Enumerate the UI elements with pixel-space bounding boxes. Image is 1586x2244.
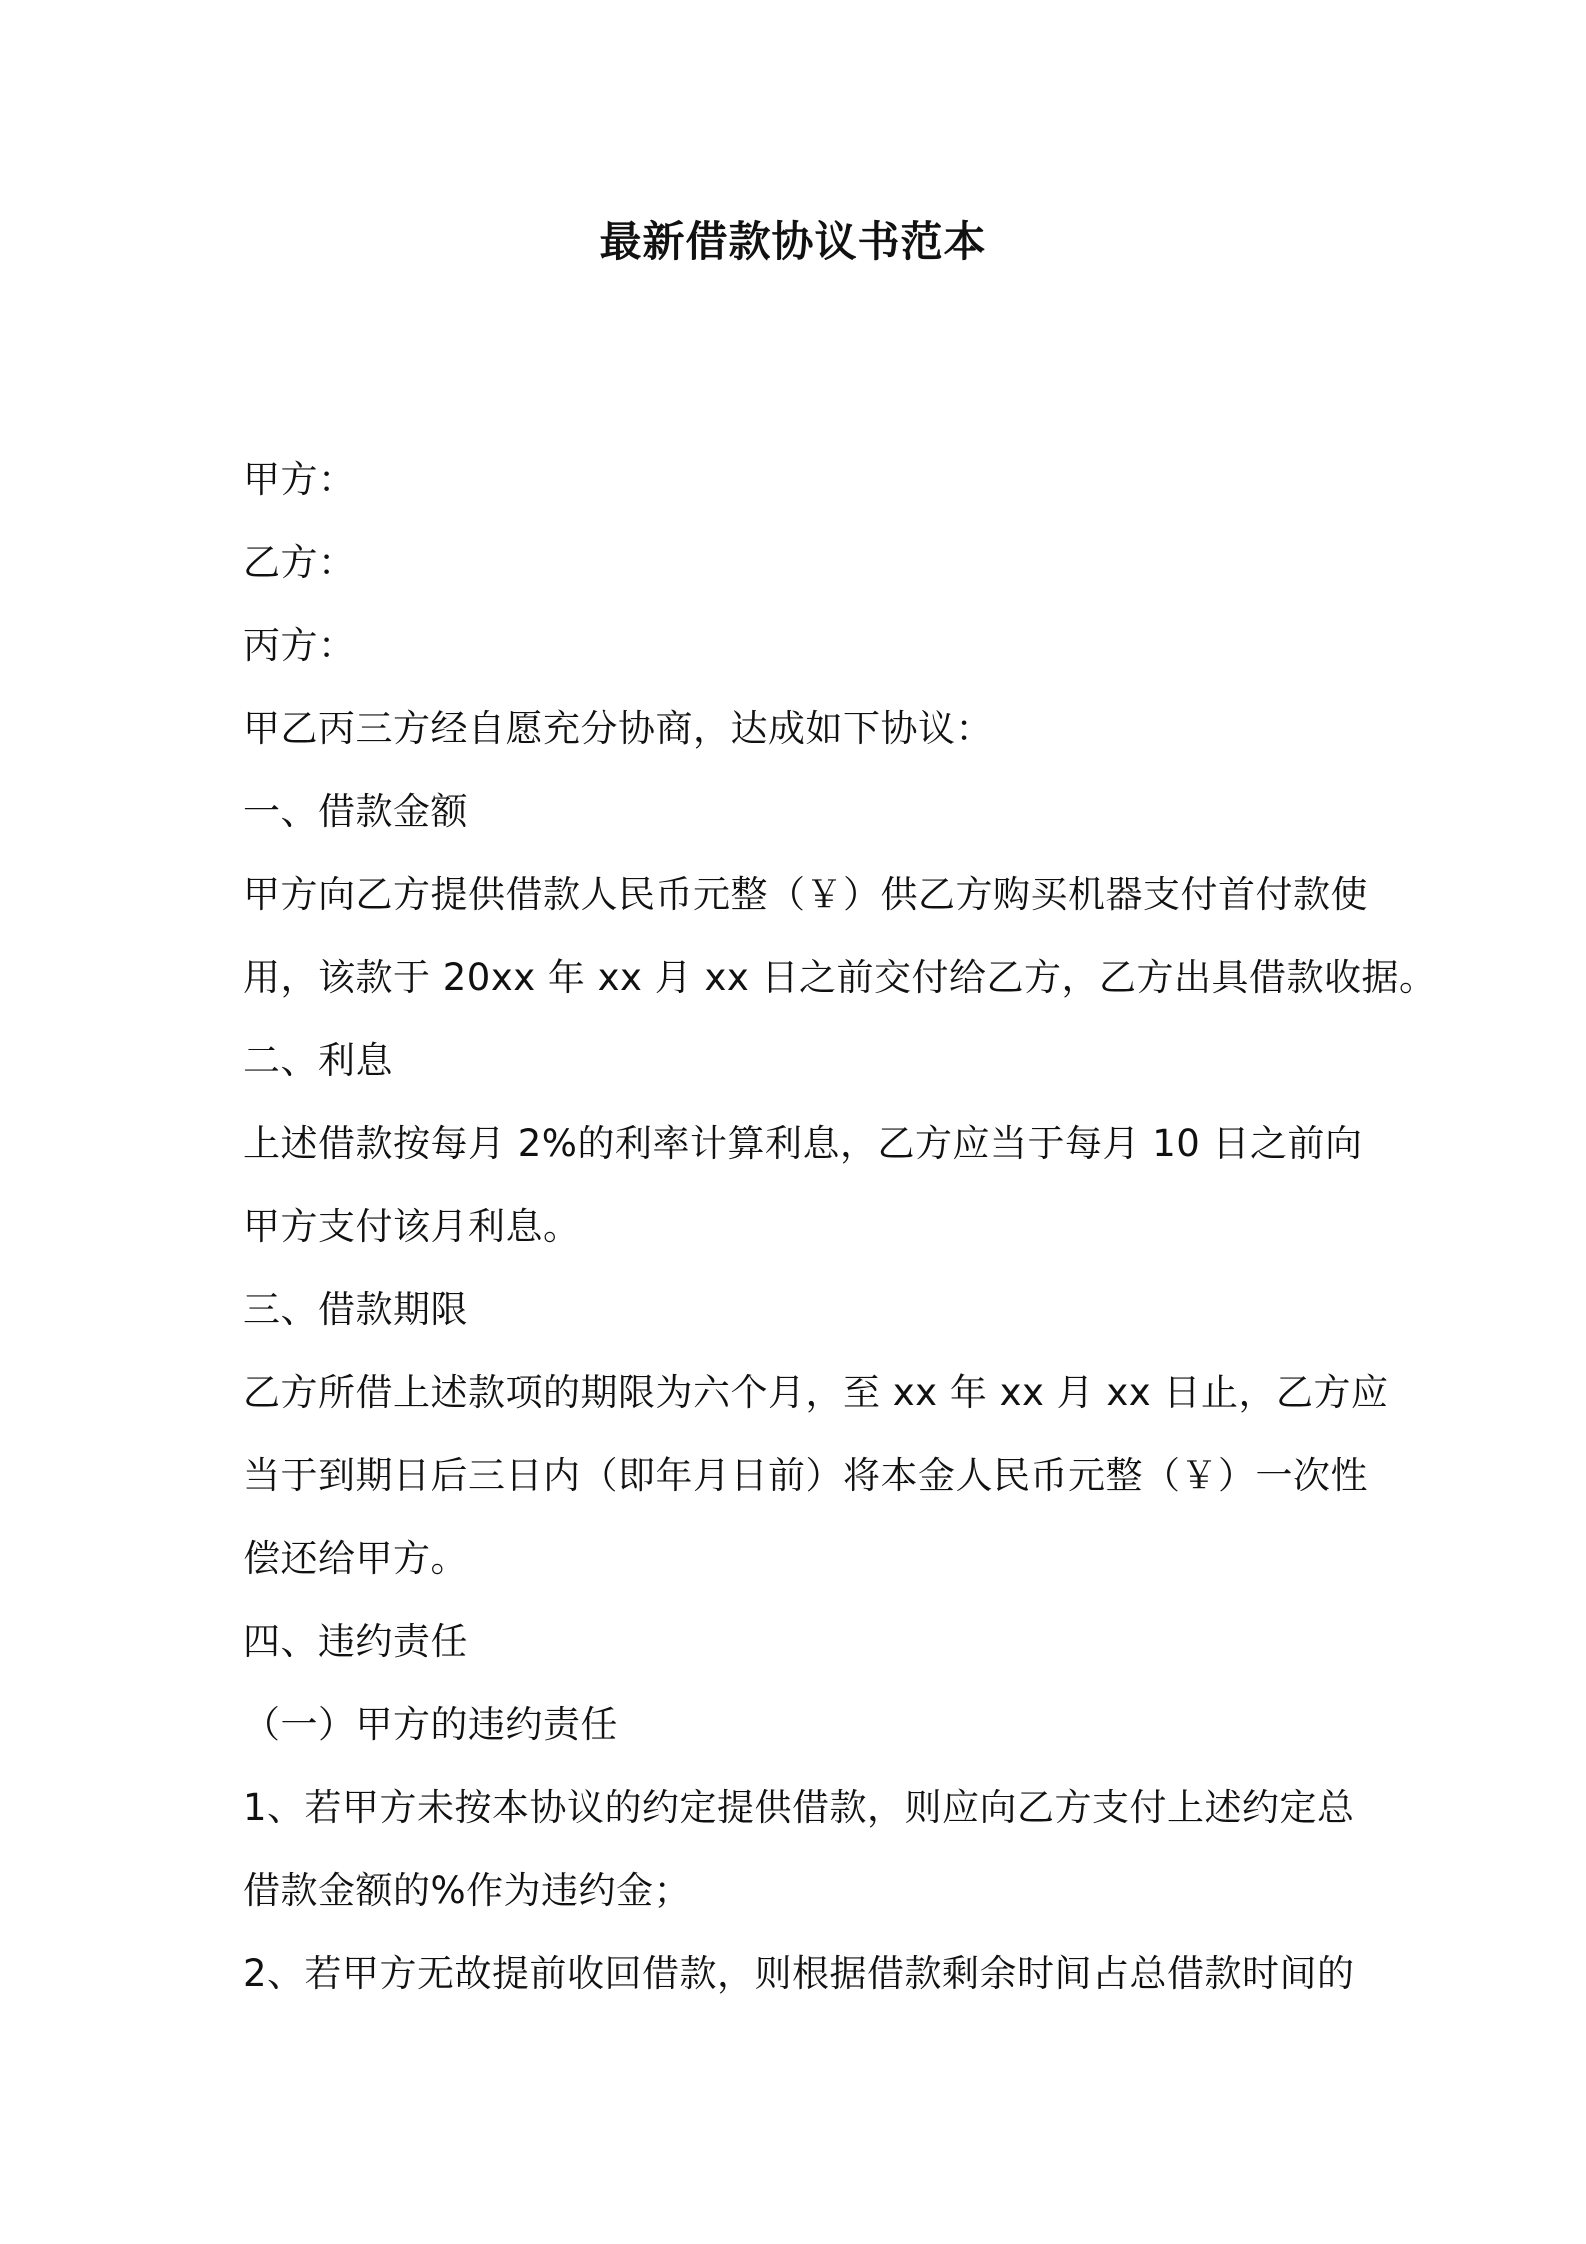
section-heading-loan-term: 三、借款期限 xyxy=(243,1288,468,1331)
section-heading-interest: 二、利息 xyxy=(243,1039,393,1082)
paragraph-line: 偿还给甲方。 xyxy=(243,1537,468,1580)
party-c-line: 丙方： xyxy=(243,624,356,667)
document-title: 最新借款协议书范本 xyxy=(599,217,987,266)
paragraph-line: 借款金额的%作为违约金； xyxy=(243,1869,692,1912)
paragraph-line: 上述借款按每月 2%的利率计算利息，乙方应当于每月 10 日之前向 xyxy=(243,1122,1363,1165)
paragraph-line: 2、若甲方无故提前收回借款，则根据借款剩余时间占总借款时间的 xyxy=(243,1952,1355,1995)
paragraph-line: 用，该款于 20xx 年 xx 月 xx 日之前交付给乙方，乙方出具借款收据。 xyxy=(243,956,1437,999)
paragraph-line: 1、若甲方未按本协议的约定提供借款，则应向乙方支付上述约定总 xyxy=(243,1786,1355,1829)
party-b-line: 乙方： xyxy=(243,541,356,584)
paragraph-line: 乙方所借上述款项的期限为六个月，至 xx 年 xx 月 xx 日止，乙方应 xyxy=(243,1371,1389,1414)
agreement-intro: 甲乙丙三方经自愿充分协商，达成如下协议： xyxy=(243,707,993,750)
section-heading-breach-liability: 四、违约责任 xyxy=(243,1620,468,1663)
paragraph-line: 甲方向乙方提供借款人民币元整（￥）供乙方购买机器支付首付款使 xyxy=(243,873,1368,916)
party-a-line: 甲方： xyxy=(243,458,356,501)
paragraph-line: 甲方支付该月利息。 xyxy=(243,1205,581,1248)
paragraph-line: 当于到期日后三日内（即年月日前）将本金人民币元整（￥）一次性 xyxy=(243,1454,1368,1497)
subsection-heading-party-a-liability: （一）甲方的违约责任 xyxy=(243,1703,618,1746)
section-heading-loan-amount: 一、借款金额 xyxy=(243,790,468,833)
